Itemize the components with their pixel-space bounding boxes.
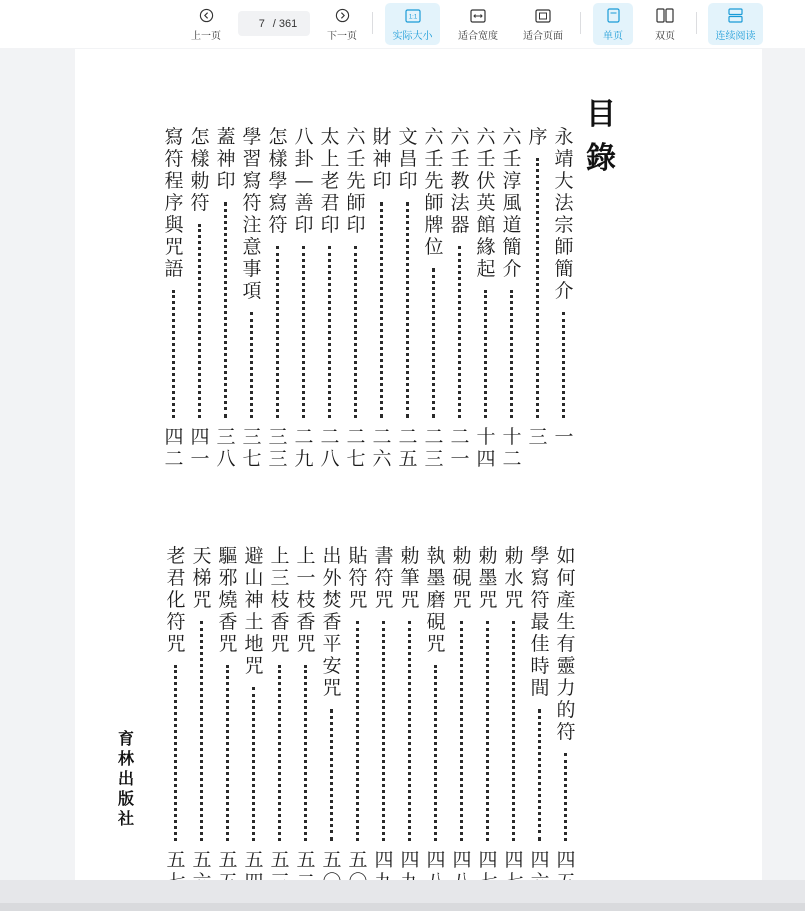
toc-entry-title: 上一枝香咒 [296,545,316,655]
toc-entry-title: 六壬先師印 [346,126,366,236]
next-page-label: 下一页 [327,30,357,42]
toc-leader-dots [172,290,175,418]
publisher-name: 育林出版社 [117,729,134,828]
double-page-button[interactable] [645,3,685,45]
toc-leader-dots [278,665,281,841]
fit-width-label: 适合宽度 [458,30,498,42]
page-indicator [238,11,310,36]
actual-size-icon [404,7,422,25]
toc-entry-title: 驅邪燒香咒 [218,545,238,655]
chevron-left-icon [197,7,215,25]
toc-entry-title: 勅墨咒 [478,545,498,611]
toc-entry [449,126,471,479]
toc-entry [191,545,213,880]
fit-page-label: 适合页面 [523,30,563,42]
toc-entry [475,126,497,479]
toc-entry-title: 六壬淳風道簡介 [502,126,522,280]
toc-entry-title: 老君化符咒 [166,545,186,655]
toc-entry [243,545,265,880]
toc-entry [451,545,473,880]
prev-page-label: 上一页 [191,30,221,42]
toc-leader-dots [356,621,359,841]
toc-entry-title: 太上老君印 [320,126,340,236]
toc-leader-dots [406,202,409,418]
toc-entry-title: 貼符咒 [348,545,368,611]
toc-leader-dots [200,621,203,841]
toc-entry-title: 六壬先師牌位 [424,126,444,258]
toc-entry-page: 四 [452,849,472,871]
toc-leader-dots [460,621,463,841]
toc-entry [423,126,445,479]
toc-entry-page: 五 [270,849,290,871]
toc-leader-dots [512,621,515,841]
toc-leader-dots [510,290,513,418]
toc-entry-page: 二五 [398,426,418,470]
toc-entry-title: 文昌印 [398,126,418,192]
chevron-right-icon [333,7,351,25]
fit-page-button[interactable] [517,3,569,45]
toc-entry [241,126,263,479]
toc-entry [399,545,421,880]
toolbar-divider [580,12,581,34]
total-pages: / 361 [272,17,298,30]
toc-entry-page: 二八 [320,426,340,470]
toc-entry-page: 四一 [190,426,210,470]
toc-entry-title: 怎樣學寫符 [268,126,288,236]
toc-leader-dots [382,621,385,841]
toc-entry-page: 四 [478,849,498,871]
toc-entry-page: 四 [530,849,550,871]
toc-entry-title: 執墨磨硯咒 [426,545,446,655]
toc-entry-page: 十二 [502,426,522,470]
toc-entry-page: 五 [296,849,316,871]
toc-leader-dots [330,709,333,841]
toc-entry-page: 四二 [164,426,184,470]
toc-entry-title: 永靖大法宗師簡介 [554,126,574,302]
toc-leader-dots [484,290,487,418]
toc-entry-title: 書符咒 [374,545,394,611]
toc-entry-page: 五 [348,849,368,871]
toc-entry [555,545,577,880]
toc-entry-title: 勅水咒 [504,545,524,611]
toc-leader-dots [226,665,229,841]
toc-entry [319,126,341,479]
fit-width-icon [469,7,487,25]
single-page-icon [604,7,622,25]
toc-entry-title: 怎樣勅符 [190,126,210,214]
toc-leader-dots [302,246,305,418]
toc-entry-title: 寫符程序與咒語 [164,126,184,280]
toc-entry-title: 財神印 [372,126,392,192]
toc-entry-page: 三八 [216,426,236,470]
toolbar-divider [696,12,697,34]
single-page-label: 单页 [603,30,623,42]
toc-entry-title: 勅筆咒 [400,545,420,611]
toc-entry-page: 五 [322,849,342,871]
toc-leader-dots [434,665,437,841]
fit-width-button[interactable] [452,3,504,45]
single-page-button[interactable] [593,3,633,45]
toc-entry-page: 四 [426,849,446,871]
toc-entry-page: 四 [400,849,420,871]
toc-entry-page: 五 [166,849,186,871]
next-page-button[interactable] [322,3,362,45]
toc-entry-title: 出外焚香平安咒 [322,545,342,699]
toc-leader-dots [304,665,307,841]
toc-entry-title: 如何產生有靈力的符 [556,545,576,743]
toc-leader-dots [380,202,383,418]
toc-entry [269,545,291,880]
document-page [75,49,762,880]
toc-entry [189,126,211,479]
toc-entry [321,545,343,880]
toc-entry-title: 八卦—善印 [294,126,314,236]
toc-leader-dots [328,246,331,418]
toc-entry-page: 三七 [242,426,262,470]
toc-entry-page: 三 [528,426,548,448]
toc-entry [425,545,447,880]
toolbar-divider [372,12,373,34]
continuous-reading-label: 连续阅读 [715,30,756,42]
toc-entry-page: 四 [556,849,576,871]
toc-entry-page: 五 [192,849,212,871]
toc-leader-dots [252,687,255,841]
toc-entry-page: 四 [504,849,524,871]
toc-entry [373,545,395,880]
toc-leader-dots [538,709,541,841]
toc-leader-dots [354,246,357,418]
toc-entry-title: 勅硯咒 [452,545,472,611]
toc-entry-title: 避山神土地咒 [244,545,264,677]
toc-entry [527,126,549,479]
toc-leader-dots [276,246,279,418]
toc-title: 目錄 [586,97,616,176]
toc-entry [215,126,237,479]
toc-entry [529,545,551,880]
toc-entry [553,126,575,479]
viewer-toolbar [0,0,805,48]
toc-leader-dots [564,753,567,841]
svg-text:1:1: 1:1 [408,14,417,20]
toc-entry [501,126,523,479]
toc-leader-dots [198,224,201,418]
toc-entry-page: 五 [244,849,264,871]
toc-entry [347,545,369,880]
horizontal-scrollbar[interactable] [0,903,805,911]
actual-size-button[interactable] [385,3,440,45]
toc-entry [267,126,289,479]
toc-leader-dots [432,268,435,418]
fit-page-icon [534,7,552,25]
toc-entry-page: 二九 [294,426,314,470]
toc-leader-dots [562,312,565,418]
toc-entry-page: 二三 [424,426,444,470]
toc-entry [217,545,239,880]
toc-entry-page: 二七 [346,426,366,470]
continuous-reading-button[interactable] [708,3,763,45]
toc-entry [503,545,525,880]
toc-leader-dots [458,246,461,418]
toc-entry [293,126,315,479]
toc-entry-title: 上三枝香咒 [270,545,290,655]
toc-leader-dots [486,621,489,841]
toc-entry [165,545,187,880]
toc-entry [371,126,393,479]
toc-entry [295,545,317,880]
toc-entry [477,545,499,880]
toc-leader-dots [224,202,227,418]
toc-entry-page: 二六 [372,426,392,470]
toc-entry-page: 一 [554,426,574,448]
double-page-icon [656,7,674,25]
toc-entry-title: 序 [528,126,548,148]
toc-entry-page: 三三 [268,426,288,470]
page-number-input[interactable] [251,18,273,30]
toc-entry-page: 二一 [450,426,470,470]
toc-entry-title: 天梯咒 [192,545,212,611]
toc-leader-dots [408,621,411,841]
toc-entry-page: 五 [218,849,238,871]
toc-entry-title: 六壬伏英館緣起 [476,126,496,280]
actual-size-label: 实际大小 [392,30,433,42]
toc-entry-title: 學寫符最佳時間 [530,545,550,699]
toc-entry [163,126,185,479]
toc-leader-dots [250,312,253,418]
toc-entry [345,126,367,479]
continuous-scroll-icon [727,7,745,25]
prev-page-button[interactable] [186,3,226,45]
toc-leader-dots [174,665,177,841]
toc-leader-dots [536,158,539,418]
toc-entry-page: 四 [374,849,394,871]
double-page-label: 双页 [655,30,675,42]
toc-entry-title: 蓋神印 [216,126,236,192]
toc-entry-title: 學習寫符注意事項 [242,126,262,302]
toc-entry-page: 十四 [476,426,496,470]
toc-entry-title: 六壬教法器 [450,126,470,236]
toc-entry [397,126,419,479]
